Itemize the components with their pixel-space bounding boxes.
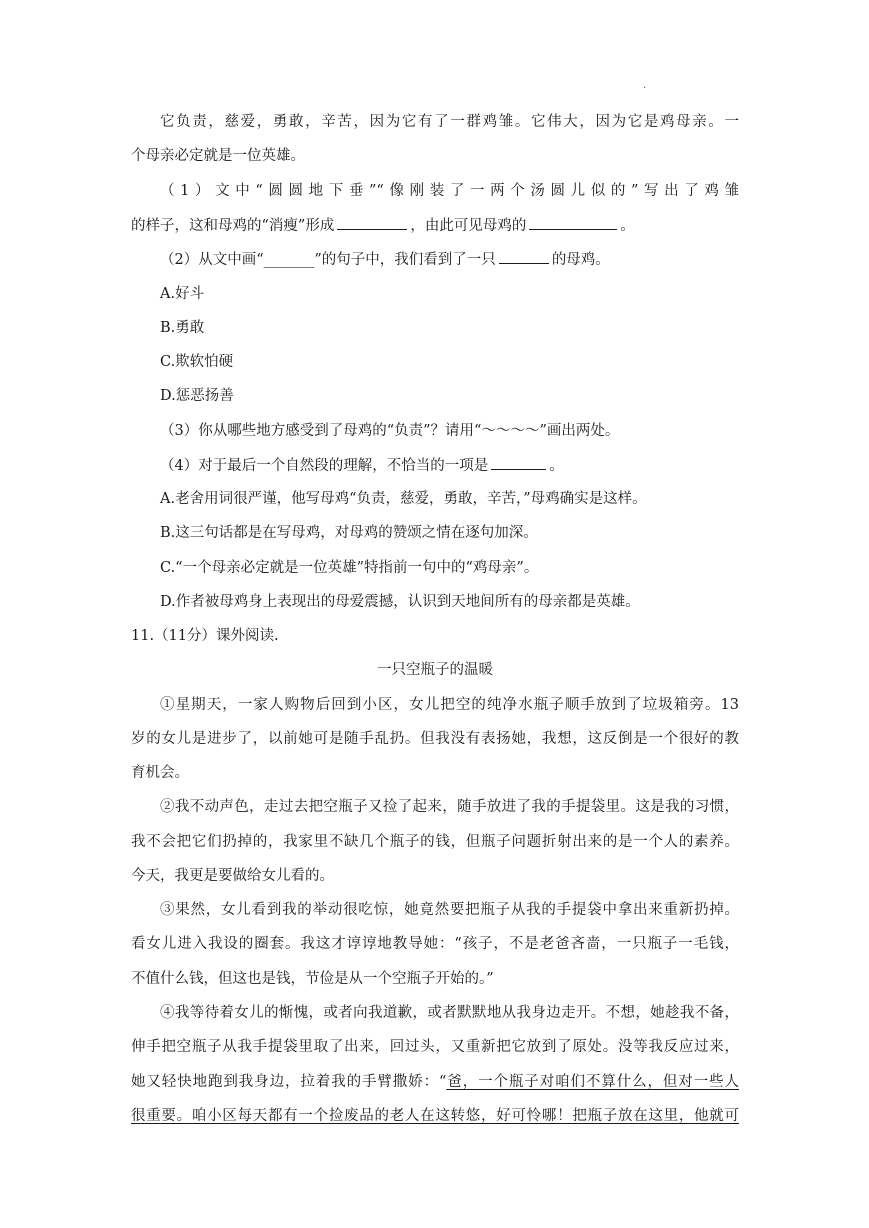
option-d: D.惩恶扬善 [160,388,234,404]
paragraph-3: 看女儿进入我设的圈套。我这才谆谆地教导她：“孩子，不是老爸吝啬，一只瓶子一毛钱， [131,936,739,952]
paragraph-2: ②我不动声色，走过去把空瓶子又捡了起来，随手放进了我的手提袋里。这是我的习惯， [160,799,739,815]
answer-blank[interactable] [491,455,546,470]
paragraph-3: ③果然，女儿看到我的举动很吃惊，她竟然要把瓶子从我的手提袋中拿出来重新扔掉。 [160,902,739,918]
answer-blank[interactable] [337,215,407,230]
option-c: C.“一个母亲必定就是一位英雄”特指前一句中的“鸡母亲”。 [160,560,539,576]
question-4: （4）对于最后一个自然段的理解，不恰当的一项是 。 [160,455,739,476]
option-b: B.勇敢 [160,320,205,336]
paragraph-2: 今天，我更是要做给女儿看的。 [131,868,334,884]
question-2: （2）从文中画“_______”的句子中，我们看到了一只 的母鸡。 [160,249,739,270]
paragraph-2: 我不会把它们扔掉的，我家里不缺几个瓶子的钱，但瓶子问题折射出来的是一个人的素养。 [131,834,739,850]
question-11-heading: 11.（11分）课外阅读. [131,628,279,644]
question-3: （3）你从哪些地方感受到了母鸡的“负责”？请用“～～～～”画出两处。 [160,423,620,439]
passage-line: 它负责，慈爱，勇敢，辛苦，因为它有了一群鸡雏。它伟大，因为它是鸡母亲。一 [160,114,739,130]
underlined-sentence: 爸，一个瓶子对咱们不算什么，但对一些人 [446,1074,739,1090]
question-1-line: 的样子，这和母鸡的“消瘦”形成 ，由此可见母鸡的 。 [131,215,739,236]
answer-blank[interactable] [529,215,617,230]
question-1-line: （1）文中“圆圆地下垂”“像刚装了一两个汤圆儿似的”写出了鸡雏 [160,183,739,199]
option-b: B.这三句话都是在写母鸡，对母鸡的赞颂之情在逐句加深。 [160,525,538,541]
option-a: A.老舍用词很严谨，他写母鸡“负责，慈爱，勇敢，辛苦，”母鸡确实是这样。 [160,491,647,507]
answer-blank[interactable] [499,249,549,264]
paragraph-3: 不值什么钱，但这也是钱，节俭是从一个空瓶子开始的。” [131,971,494,987]
paragraph-1: ①星期天，一家人购物后回到小区，女儿把空的纯净水瓶子顺手放到了垃圾箱旁。13 [160,697,739,713]
paragraph-1: 育机会。 [131,765,189,781]
option-c: C.欺软怕硬 [160,354,234,370]
passage-line: 个母亲必定就是一位英雄。 [131,148,305,164]
paragraph-4: 伸手把空瓶子从我手提袋里取了出来，回过头，又重新把它放到了原处。没等我反应过来， [131,1039,739,1055]
option-d: D.作者被母鸡身上表现出的母爱震撼，认识到天地间所有的母亲都是英雄。 [160,594,640,610]
paragraph-4: 她又轻快地跑到我身边，拉着我的手臂撒娇：“爸，一个瓶子对咱们不算什么，但对一些人 [131,1074,739,1090]
paragraph-4: ④我等待着女儿的惭愧，或者向我道歉，或者默默地从我身边走开。不想，她趁我不备， [160,1005,739,1021]
passage-title: 一只空瓶子的温暖 [377,662,493,678]
underlined-sentence: 很重要。咱小区每天都有一个捡废品的老人在这转悠，好可怜哪！把瓶子放在这里，他就可 [131,1108,739,1124]
page-mark: · [643,83,647,94]
paragraph-1: 岁的女儿是进步了，以前她可是随手乱扔。但我没有表扬她，我想，这反倒是一个很好的教 [131,731,739,747]
option-a: A.好斗 [160,286,205,302]
